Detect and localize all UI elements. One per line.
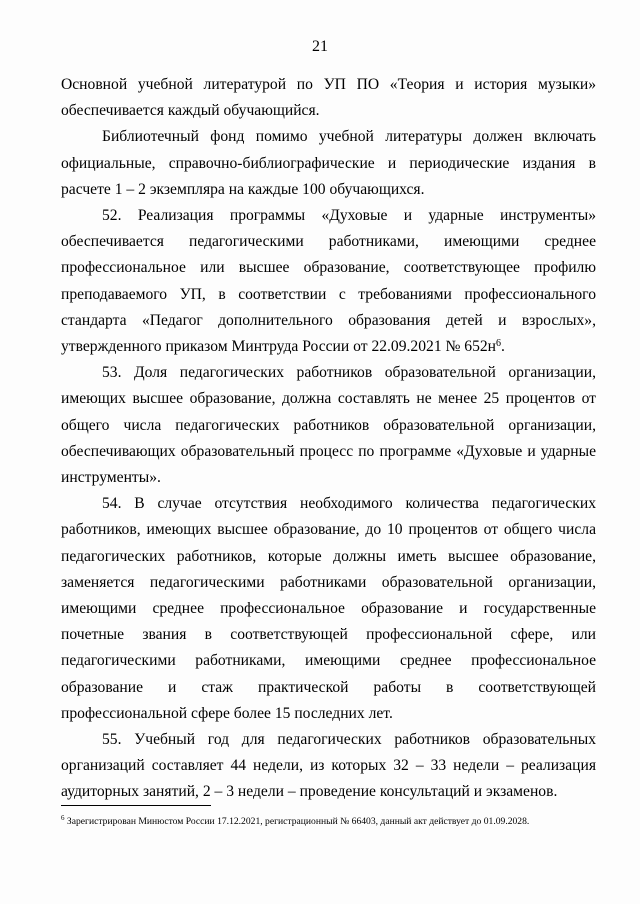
paragraph-53 bbox=[61, 360, 596, 491]
text-line: аудиторных занятий, 2 – 3 недели – проведение консультаций и экзаменов. bbox=[61, 783, 558, 801]
footnote-text-line: до 01.09.2028. bbox=[471, 816, 530, 827]
footnote-text-line: Зарегистрирован Минюстом России 17.12.2021, регистрационный № 66403, данный акт действует bbox=[66, 816, 470, 827]
paragraph-library-fund bbox=[61, 124, 596, 203]
sentence-end: . bbox=[501, 338, 505, 356]
text-line: имеющими среднее профессиональное образование и государственные почетные bbox=[61, 600, 596, 644]
paragraph-54 bbox=[61, 491, 596, 727]
text-line: обеспечивается педагогическими работниками, имеющими среднее bbox=[61, 233, 596, 251]
text-line: профессиональное или высшее образование, соответствующее профилю bbox=[61, 259, 596, 277]
page-number: 21 bbox=[312, 38, 328, 55]
text-line: «Педагог дополнительного образования детей и взрослых», утвержденного bbox=[61, 311, 596, 356]
text-line: 54. В случае отсутствия необходимого количества педагогических bbox=[102, 495, 596, 513]
text-line: приказом Минтруда России от 22.09.2021 № 652н bbox=[165, 338, 497, 356]
document-body bbox=[61, 72, 596, 806]
text-line: работниками, имеющими среднее профессиональное образование и стаж bbox=[61, 652, 596, 696]
footnote bbox=[61, 816, 596, 828]
paragraph-52 bbox=[61, 203, 596, 360]
text-line: обеспечивающих образовательный процесс по программе «Духовые и ударные bbox=[61, 442, 596, 460]
text-line: 1 – 2 экземпляра на каждые 100 обучающихся. bbox=[114, 180, 425, 198]
text-line: Основной учебной литературой по УП ПО «Теория и история музыки» bbox=[61, 76, 596, 93]
text-line: заменяется педагогическими работниками образовательной организации, bbox=[61, 573, 596, 591]
text-line: звания в соответствующей профессиональной сфере, или педагогическими bbox=[61, 626, 596, 670]
text-line: обеспечивается каждый обучающийся. bbox=[61, 102, 320, 120]
text-line: Библиотечный фонд помимо учебной литературы должен включать bbox=[102, 128, 596, 146]
text-line: 52. Реализация программы «Духовые и ударные инструменты» bbox=[102, 207, 596, 225]
text-line: практической работы в соответствующей профессиональной сфере более 15 bbox=[61, 678, 596, 722]
text-line: официальные, справочно-библиографические и периодические издания в расчете bbox=[61, 154, 596, 198]
text-line: имеющих высшее образование, должна составлять не менее 25 процентов bbox=[61, 390, 576, 408]
footnote-marker: 6 bbox=[61, 814, 65, 822]
text-line: педагогических работников, которые должны иметь высшее образование, bbox=[61, 547, 596, 565]
text-line: преподаваемого УП, в соответствии с требованиями профессионального стандарта bbox=[61, 285, 596, 329]
paragraph-textbook-provision bbox=[61, 72, 596, 124]
footnote-reference: 6 bbox=[496, 338, 502, 350]
text-line: организаций составляет 44 недели, из которых 32 – 33 недели – реализация bbox=[61, 757, 596, 775]
text-line: работников, имеющих высшее образование, до 10 процентов от общего числа bbox=[61, 521, 596, 539]
text-line: от общего числа педагогических работников образовательной организации, bbox=[61, 390, 596, 434]
text-line: инструменты». bbox=[61, 469, 161, 487]
footnote-divider bbox=[61, 805, 211, 806]
paragraph-55 bbox=[61, 727, 596, 806]
text-line: 53. Доля педагогических работников образовательной организации, bbox=[102, 364, 596, 382]
text-line: последних лет. bbox=[294, 704, 393, 722]
text-line: 55. Учебный год для педагогических работников образовательных bbox=[102, 731, 596, 749]
